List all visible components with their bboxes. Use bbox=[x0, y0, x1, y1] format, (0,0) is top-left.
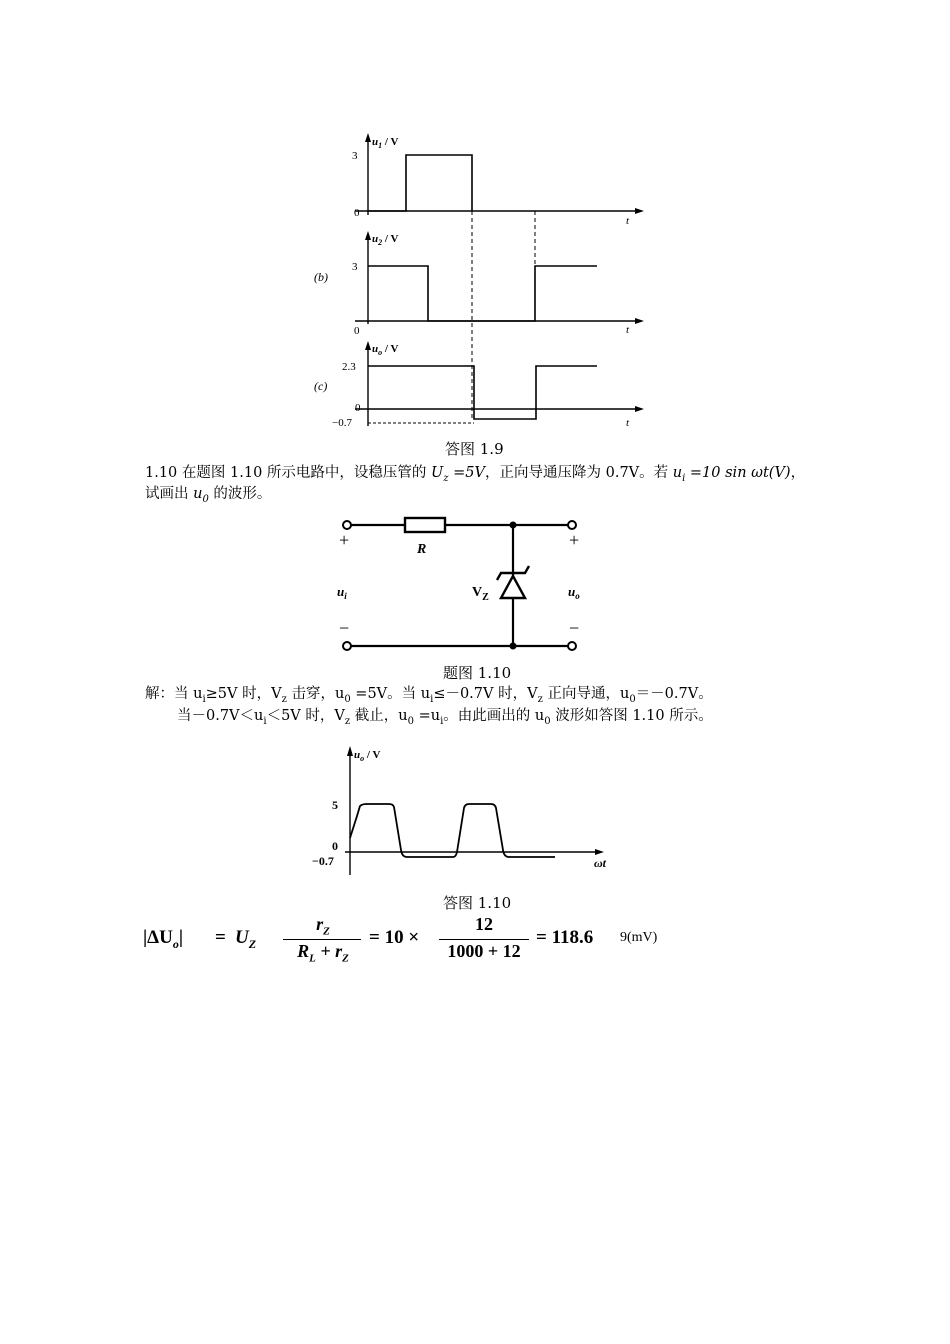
formula-delta-uo bbox=[143, 914, 658, 965]
circuit-caption: 题图 1.10 bbox=[443, 664, 512, 682]
t-label: t bbox=[626, 417, 630, 429]
formula-lhs: $|\Delta U_o|$ bbox=[143, 927, 184, 951]
resistor-label: R bbox=[417, 542, 427, 557]
formula-eq2: = 10 × bbox=[369, 927, 420, 948]
terminal-in-bottom bbox=[343, 642, 351, 650]
formula-tail: 9(mV) bbox=[620, 930, 658, 945]
frac1-bar bbox=[283, 939, 361, 940]
ui-label: $u_i$ bbox=[337, 584, 347, 601]
terminal-in-top bbox=[343, 521, 351, 529]
panel-b bbox=[314, 231, 644, 337]
problem-1-10-line2: 试画出 $u_0$ 的波形。 bbox=[145, 486, 272, 505]
terminal-out-bottom bbox=[568, 642, 576, 650]
figure-1-10-caption: 答图 1.10 bbox=[443, 894, 512, 912]
panel-label-c: (c) bbox=[314, 379, 328, 393]
tick-2-3: 2.3 bbox=[342, 361, 356, 373]
t-label: t bbox=[626, 324, 630, 336]
uo-waveform bbox=[350, 804, 555, 857]
frac2-denominator: 1000 + 12 bbox=[447, 941, 521, 961]
plus-right: + bbox=[569, 530, 580, 550]
circuit-figure-1-10 bbox=[325, 510, 605, 660]
frac2-numerator: 12 bbox=[475, 914, 493, 934]
solution-line1: 解：当 $u_i\ge 5V$ 时，$V_z$ 击穿，$u_0 =5V$。当 $u_i\le-0.7V$ 时，$V_z$ 正向导通，$u_0=-0.7V$。 bbox=[145, 686, 713, 705]
axis-label-uo: $u_o$ / V bbox=[354, 749, 381, 763]
problem-1-10-line1: 1.10 在题图 1.10 所示电路中，设稳压管的 $U_z =5V$，正向导通压降为 0.7V。若 $u_i =10$ sin ωt(V)， bbox=[145, 465, 806, 484]
frac1-denominator: $R_L + r_Z$ bbox=[297, 941, 349, 965]
figure-1-9 bbox=[300, 128, 650, 433]
tick-3: 3 bbox=[352, 261, 358, 273]
vz-label: $V_Z$ bbox=[472, 585, 489, 603]
figure-1-10 bbox=[305, 742, 625, 877]
origin-label: 0 bbox=[354, 207, 360, 219]
minus-left: − bbox=[339, 618, 350, 638]
plus-left: + bbox=[339, 530, 350, 550]
panel-c bbox=[314, 341, 644, 429]
origin-label: 0 bbox=[355, 402, 361, 414]
axis-label-u2: $u_2$ / V bbox=[372, 233, 399, 247]
formula-eq1: = bbox=[215, 927, 226, 948]
axis-label-u1: $u_1$ / V bbox=[372, 136, 399, 150]
figure-1-9-caption: 答图 1.9 bbox=[445, 440, 504, 458]
tick-5: 5 bbox=[332, 798, 338, 812]
formula-uz: $U_Z$ bbox=[235, 927, 257, 951]
t-label: t bbox=[626, 215, 630, 227]
resistor-r bbox=[405, 518, 445, 532]
minus-right: − bbox=[569, 618, 580, 638]
frac1-numerator: $r_Z$ bbox=[316, 914, 330, 938]
formula-eq3: = 118.6 bbox=[536, 927, 594, 948]
tick-3: 3 bbox=[352, 150, 358, 162]
panel-a bbox=[352, 133, 644, 227]
terminal-out-top bbox=[568, 521, 576, 529]
solution-line2: 当$-0.7V<u_i<5V$ 时，$V_z$ 截止，$u_0 =u_i$。由此画出的 $u_0$ 波形如答图 1.10 所示。 bbox=[177, 708, 713, 727]
tick-neg-0-7: −0.7 bbox=[312, 854, 334, 868]
uo-label: $u_o$ bbox=[568, 584, 580, 601]
zener-diode-vz bbox=[497, 525, 529, 646]
panel-label-b: (b) bbox=[314, 270, 328, 284]
frac2-bar bbox=[439, 939, 529, 940]
axis-label-uo: $u_o$ / V bbox=[372, 343, 399, 357]
tick-neg-0-7: −0.7 bbox=[332, 417, 352, 429]
origin-label: 0 bbox=[354, 325, 360, 337]
x-axis-label: ωt bbox=[594, 856, 607, 870]
origin-label: 0 bbox=[332, 839, 338, 853]
